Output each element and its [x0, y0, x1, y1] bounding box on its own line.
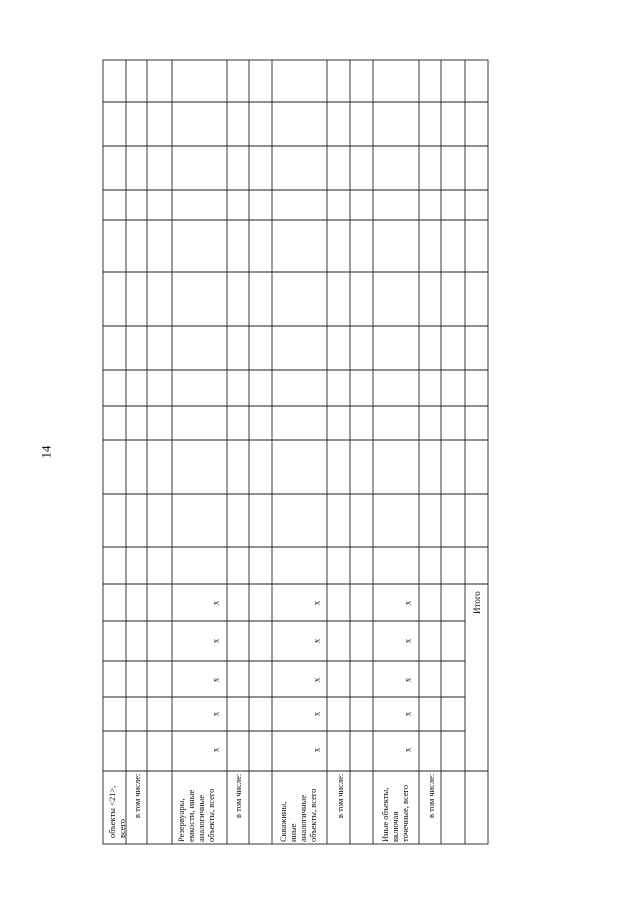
cell-mark: x: [402, 638, 413, 644]
row-label-including-4: в том числе:: [426, 773, 436, 818]
row-label-line: объекты, всего: [206, 788, 216, 842]
row-label-including-1: в том числе:: [132, 773, 142, 818]
row-label-line: емкости, иные: [186, 789, 196, 842]
row-label-line: включая: [390, 811, 400, 842]
cell-mark: x: [402, 747, 413, 753]
row-label-line: иные: [288, 823, 298, 842]
total-label: Итого: [472, 591, 482, 614]
cell-mark: x: [311, 677, 322, 683]
row-label-line: точечные, всего: [400, 784, 410, 842]
row-label-objects-total: [107, 778, 127, 838]
cell-mark: x: [210, 600, 221, 606]
row-label-reservoirs: [176, 789, 216, 842]
cell-mark: x: [311, 600, 322, 606]
cell-mark: x: [402, 600, 413, 606]
row-label-including-3: в том числе:: [335, 773, 345, 818]
row-label-line: Резервуары,: [176, 798, 186, 842]
row-label-line: аналогичные: [298, 794, 308, 842]
cell-mark: x: [210, 638, 221, 644]
cell-mark: x: [311, 711, 322, 717]
row-label-including-2: в том числе:: [233, 773, 243, 818]
row-label-other-objects: [380, 785, 410, 842]
cell-mark: x: [210, 747, 221, 753]
row-label-line: объекты <21>,: [107, 785, 117, 838]
cell-mark: x: [311, 638, 322, 644]
cell-mark: x: [210, 677, 221, 683]
row-label-line: Иные объекты,: [380, 787, 390, 842]
page-number: 14: [38, 445, 54, 459]
row-label-line: аналогичные: [196, 794, 206, 842]
cell-mark: x: [402, 711, 413, 717]
row-label-line: всего: [117, 818, 127, 838]
row-label-line: Скважины,: [278, 801, 288, 842]
cell-mark: x: [311, 747, 322, 753]
cell-mark: x: [210, 711, 221, 717]
cell-mark: x: [402, 677, 413, 683]
row-label-wells: [278, 789, 318, 842]
row-label-line: объекты, всего: [308, 788, 318, 842]
